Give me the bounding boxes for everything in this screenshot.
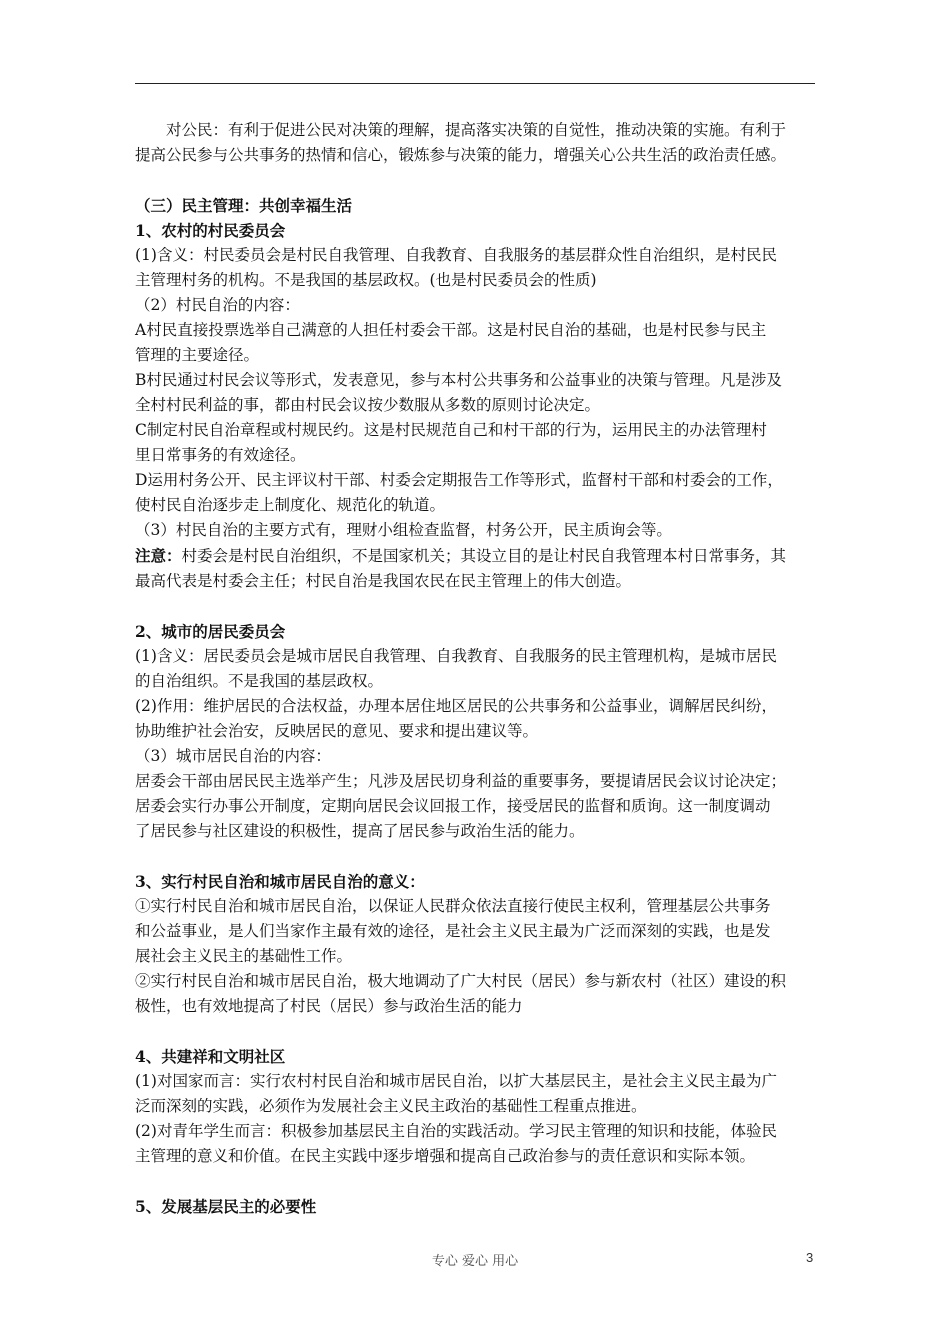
- text-line: 全村村民利益的事，都由村民会议按少数服从多数的原则讨论决定。: [135, 396, 601, 414]
- subsection-heading: 2、城市的居民委员会: [135, 622, 286, 641]
- text-line: 里日常事务的有效途径。: [135, 446, 306, 464]
- spacer: [135, 1169, 815, 1194]
- text-line: 管理的主要途径。: [135, 346, 260, 364]
- spacer: [135, 1019, 815, 1044]
- text-line: (2)作用：维护居民的合法权益，办理本居住地区居民的公共事务和公益事业，调解居民纠纷，: [135, 697, 777, 715]
- header-rule: [135, 83, 815, 84]
- note-label: 注意：: [135, 546, 182, 565]
- text-line: （3）村民自治的主要方式有，理财小组检查监督，村务公开，民主质询会等。: [135, 521, 672, 539]
- text-line: B村民通过村民会议等形式，发表意见，参与本村公共事务和公益事业的决策与管理。凡是涉及: [135, 371, 782, 389]
- note-line: [135, 543, 815, 569]
- text-line: （3）城市居民自治的内容：: [135, 747, 331, 765]
- text-line: 极性，也有效地提高了村民（居民）参与政治生活的能力: [135, 997, 523, 1015]
- page-number: 3: [806, 1250, 814, 1265]
- note-text: 村委会是村民自治组织，不是国家机关；其设立目的是让村民自我管理本村日常事务，其: [181, 547, 787, 565]
- text-line: 和公益事业，是人们当家作主最有效的途径，是社会主义民主最为广泛而深刻的实践，也是发: [135, 922, 771, 940]
- text-line: 居委会干部由居民民主选举产生；凡涉及居民切身利益的重要事务，要提请居民会议讨论决定；: [135, 772, 787, 790]
- subsection-heading: 1、农村的村民委员会: [135, 221, 286, 240]
- text-line: 主管理村务的机构。不是我国的基层政权。(也是村民委员会的性质): [135, 271, 597, 289]
- spacer: [135, 168, 815, 193]
- text-line: 主管理的意义和价值。在民主实践中逐步增强和提高自己政治参与的责任意识和实际本领。: [135, 1147, 756, 1165]
- subsection-heading: 3、实行村民自治和城市居民自治的意义：: [135, 872, 425, 891]
- text-line: (1)对国家而言：实行农村村民自治和城市居民自治，以扩大基层民主，是社会主义民主最为广: [135, 1072, 777, 1090]
- subsection-heading: 5、发展基层民主的必要性: [135, 1197, 317, 1216]
- subsection-heading: 4、共建祥和文明社区: [135, 1047, 286, 1066]
- document-body: [135, 118, 815, 1219]
- text-line: 的自治组织。不是我国的基层政权。: [135, 672, 384, 690]
- text-line: D运用村务公开、民主评议村干部、村委会定期报告工作等形式，监督村干部和村委会的工作，: [135, 471, 783, 489]
- text-line: 使村民自治逐步走上制度化、规范化的轨道。: [135, 496, 446, 514]
- text-line: 居委会实行办事公开制度，定期向居民会议回报工作，接受居民的监督和质询。这一制度调动: [135, 797, 771, 815]
- text-line: ②实行村民自治和城市居民自治，极大地调动了广大村民（居民）参与新农村（社区）建设的积: [135, 972, 787, 990]
- footer-motto: 专心 爱心 用心: [431, 1254, 519, 1269]
- text-line: 泛而深刻的实践，必须作为发展社会主义民主政治的基础性工程重点推进。: [135, 1097, 647, 1115]
- civic-para-line: 提高公民参与公共事务的热情和信心，锻炼参与决策的能力，增强关心公共生活的政治责任感。: [135, 146, 787, 164]
- text-line: 协助维护社会治安，反映居民的意见、要求和提出建议等。: [135, 722, 539, 740]
- text-line: 展社会主义民主的基础性工作。: [135, 947, 353, 965]
- civic-para-line: 对公民：有利于促进公民对决策的理解，提高落实决策的自觉性，推动决策的实施。有利于: [166, 121, 787, 139]
- note-line: 最高代表是村委会主任；村民自治是我国农民在民主管理上的伟大创造。: [135, 572, 632, 590]
- text-line: (2)对青年学生而言：积极参加基层民主自治的实践活动。学习民主管理的知识和技能，体验民: [135, 1122, 777, 1140]
- text-line: (1)含义：居民委员会是城市居民自我管理、自我教育、自我服务的民主管理机构，是城市居民: [135, 647, 777, 665]
- spacer: [135, 594, 815, 619]
- text-line: （2）村民自治的内容：: [135, 296, 300, 314]
- text-line: ①实行村民自治和城市居民自治，以保证人民群众依法直接行使民主权利，管理基层公共事务: [135, 897, 771, 915]
- text-line: C制定村民自治章程或村规民约。这是村民规范自己和村干部的行为，运用民主的办法管理村: [135, 421, 767, 439]
- section-title: （三）民主管理：共创幸福生活: [135, 196, 353, 215]
- text-line: A村民直接投票选举自己满意的人担任村委会干部。这是村民自治的基础，也是村民参与民主: [135, 321, 767, 339]
- text-line: (1)含义：村民委员会是村民自我管理、自我教育、自我服务的基层群众性自治组织，是村民民: [135, 246, 777, 264]
- spacer: [135, 844, 815, 869]
- text-line: 了居民参与社区建设的积极性，提高了居民参与政治生活的能力。: [135, 822, 585, 840]
